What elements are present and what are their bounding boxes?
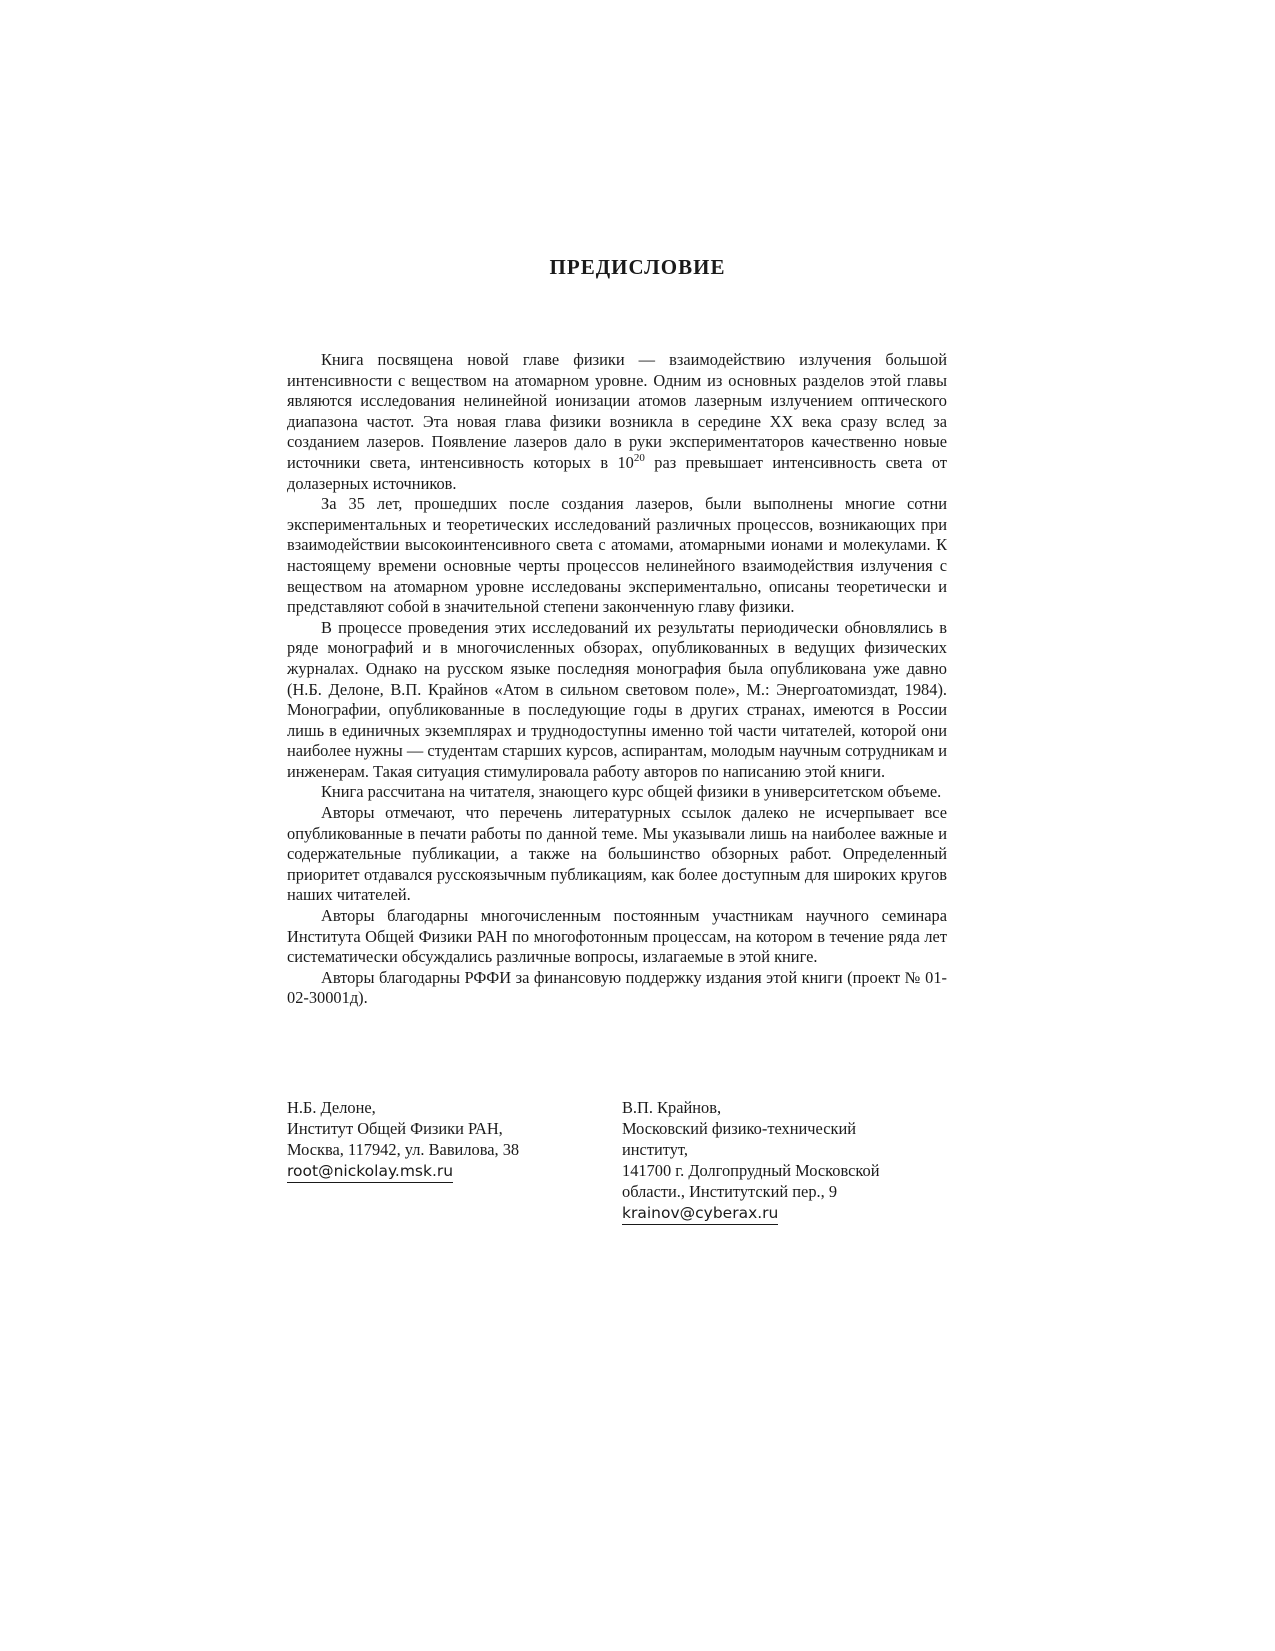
paragraph-6: Авторы благодарны многочисленным постоянным участникам научного семинара Института Общей Физики РАН по многофотонным процессам, на котором в течение ряда лет систематически обсуждались различные вопросы, излагаемые в этой книге. xyxy=(287,906,947,967)
paragraph-3: В процессе проведения этих исследований их результаты периодически обновлялись в ряде монографий и в многочисленных обзорах, опубликованных в ведущих физических журналах. Однако на русском языке последняя монография была опубликована уже давно (Н.Б. Делоне, В.П. Крайнов «Атом в сильном световом поле», М.: Энергоатомиздат, 1984). Монографии, опубликованные в последующие годы в других странах, имеются в России лишь в единичных экземплярах и труднодоступны именно той части читателей, которой они наиболее нужны — студентам старших курсов, аспирантам, молодым научным сотрудникам и инженерам. Такая ситуация стимулировала работу авторов по написанию этой книги. xyxy=(287,617,948,781)
signature-krainov xyxy=(622,1097,952,1225)
author-email-link[interactable]: krainov@cyberax.ru xyxy=(622,1203,778,1225)
author-affiliation-cont: институт, xyxy=(622,1140,688,1159)
paragraph-1 xyxy=(287,350,947,494)
paragraph-7: Авторы благодарны РФФИ за финансовую поддержку издания этой книги (проект № 01-02-30001д). xyxy=(287,967,947,1008)
paragraph-1-text: Книга посвящена новой главе физики — взаимодействию излучения большой интенсивности с веществом на атомарном уровне. Одним из основных разделов этой главы являются исследования нелинейной ионизации атомов лазерным излучением оптического диапазона частот. Эта новая глава физики возникла в середине XX века сразу вслед за созданием лазеров. Появление лазеров дало в руки экспериментаторов качественно новые источники света, интенсивность которых в 10 xyxy=(287,350,947,472)
preface-body xyxy=(287,350,947,1009)
author-name: Н.Б. Делоне, xyxy=(287,1098,376,1117)
power-exponent: 20 xyxy=(633,451,645,464)
author-affiliation: Институт Общей Физики РАН, xyxy=(287,1119,503,1138)
author-address-cont: области., Институтский пер., 9 xyxy=(622,1182,838,1201)
paragraph-5: Авторы отмечают, что перечень литературных ссылок далеко не исчерпывает все опубликованные в печати работы по данной теме. Мы указывали лишь на наиболее важные и содержательные публикации, а также на большинство обзорных работ. Определенный приоритет отдавался русскоязычным публикациям, как более доступным для широких кругов наших читателей. xyxy=(287,803,947,905)
author-email-link[interactable]: root@nickolay.msk.ru xyxy=(287,1161,453,1183)
paragraph-4: Книга рассчитана на читателя, знающего курс общей физики в университетском объеме. xyxy=(321,782,942,802)
author-name: В.П. Крайнов, xyxy=(622,1098,722,1117)
author-affiliation: Московский физико-технический xyxy=(622,1119,856,1138)
page-title: ПРЕДИСЛОВИЕ xyxy=(549,255,726,279)
signature-delone xyxy=(287,1097,587,1183)
author-address: Москва, 117942, ул. Вавилова, 38 xyxy=(287,1140,520,1159)
author-address: 141700 г. Долгопрудный Московской xyxy=(622,1161,880,1180)
paragraph-1-text-end: раз превышает интенсивность света от долазерных источников. xyxy=(287,452,947,493)
paragraph-2: За 35 лет, прошедших после создания лазеров, были выполнены многие сотни экспериментальных и теоретических исследований различных процессов, возникающих при взаимодействии высокоинтенсивного света с атомами, атомарными ионами и молекулами. К настоящему времени основные черты процессов нелинейного взаимодействия излучения с веществом на атомарном уровне исследованы экспериментально, описаны теоретически и представляют собой в значительной степени законченную главу физики. xyxy=(287,494,947,617)
